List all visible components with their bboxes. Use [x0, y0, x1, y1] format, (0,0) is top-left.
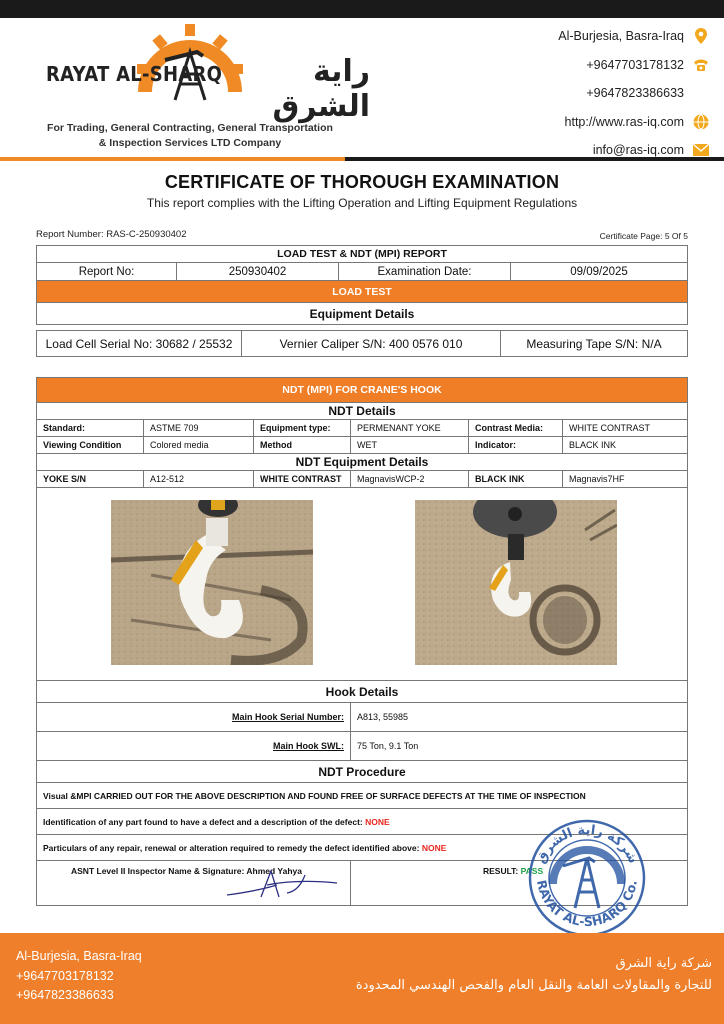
footer-phone-2[interactable]: +9647823386633 — [16, 988, 114, 1002]
top-bar — [0, 0, 724, 18]
contrast-media-value: WHITE CONTRAST — [563, 420, 688, 437]
footer-address: Al-Burjesia, Basra-Iraq — [16, 949, 142, 963]
hook-photo-1 — [111, 500, 313, 665]
hook-serial-row — [37, 703, 688, 732]
inspector-signature-cell — [37, 861, 351, 906]
exam-date-label: Examination Date: — [339, 263, 511, 281]
hook-swl-row — [37, 732, 688, 761]
report-number: Report Number: RAS-C-250930402 — [36, 229, 187, 240]
equipment-details-table — [36, 330, 688, 357]
contact-phone-1[interactable] — [510, 51, 710, 80]
white-contrast-label: WHITE CONTRAST — [254, 471, 351, 488]
report-no-value: 250930402 — [177, 263, 339, 281]
load-test-heading: LOAD TEST & NDT (MPI) REPORT — [37, 246, 688, 263]
globe-icon — [692, 113, 710, 131]
footer — [0, 933, 724, 1024]
hook-serial-label: Main Hook Serial Number: — [37, 703, 351, 732]
repair-value: NONE — [421, 842, 447, 853]
location-pin-icon — [692, 27, 710, 45]
contact-website[interactable] — [510, 108, 710, 137]
repair-label: Particulars of any repair, renewal or alteration required to remedy the defect identified above: — [43, 842, 422, 853]
viewing-condition-label: Viewing Condition — [37, 437, 144, 454]
certificate-subtitle: This report complies with the Lifting Operation and Lifting Equipment Regulations — [146, 196, 578, 210]
standard-value: ASTME 709 — [144, 420, 254, 437]
indicator-label: Indicator: — [469, 437, 563, 454]
phone-icon — [692, 56, 710, 74]
load-test-table — [36, 245, 688, 325]
equipment-type-value: PERMENANT YOKE — [351, 420, 469, 437]
hook-serial-value: A813, 55985 — [351, 703, 688, 732]
logo-arabic-text: راية الشرق — [272, 54, 370, 124]
contact-phone-2[interactable] — [510, 79, 710, 108]
report-no-label: Report No: — [37, 263, 177, 281]
ndt-equipment-heading: NDT Equipment Details — [37, 454, 688, 471]
report-info-row — [37, 263, 688, 281]
ndt-details-heading: NDT Details — [37, 403, 688, 420]
defect-label: Identification of any part found to have a defect and a description of the defect: — [43, 816, 366, 827]
certificate-page: Certificate Page: 5 Of 5 — [599, 231, 688, 241]
contact-phone-1-text: +9647703178132 — [586, 57, 684, 72]
hook-swl-label: Main Hook SWL: — [37, 732, 351, 761]
company-stamp — [520, 818, 651, 940]
footer-phone-1[interactable]: +9647703178132 — [16, 968, 114, 983]
footer-contacts — [16, 947, 142, 1006]
yoke-sn-label: YOKE S/N — [37, 471, 144, 488]
footer-company-desc-ar: للتجارة والمقاولات العامة والنقل العام والفحص الهندسي المحدودة — [355, 978, 712, 993]
method-label: Method — [254, 437, 351, 454]
measuring-tape-serial: Measuring Tape S/N: N/A — [501, 331, 688, 357]
header-divider-accent — [0, 157, 345, 161]
result-value: PASS — [520, 866, 544, 876]
load-test-banner: LOAD TEST — [37, 281, 688, 303]
load-cell-serial: Load Cell Serial No: 30682 / 25532 — [37, 331, 242, 357]
logo-tagline-2: & Inspection Services LTD Company — [98, 137, 282, 149]
ndt-procedure-text: Visual &MPI CARRIED OUT FOR THE ABOVE DESCRIPTION AND FOUND FREE OF SURFACE DEFECTS AT THE TIME OF INSPECTION — [37, 783, 688, 809]
contact-website-text: http://www.ras-iq.com — [564, 114, 684, 129]
logo-tagline-1: For Trading, General Contracting, General Transportation — [47, 122, 333, 134]
defect-value: NONE — [365, 816, 390, 827]
footer-company-name-ar: شركة راية الشرق — [615, 956, 712, 971]
stamp-top-text: شركة راية الشرق — [533, 822, 641, 867]
header-contacts — [510, 22, 710, 165]
hook-swl-value: 75 Ton, 9.1 Ton — [351, 732, 688, 761]
equipment-details-heading: Equipment Details — [37, 303, 688, 325]
contact-address — [510, 22, 710, 51]
black-ink-label: BLACK INK — [469, 471, 563, 488]
contact-address-text: Al-Burjesia, Basra-Iraq — [558, 29, 684, 44]
black-ink-value: Magnavis7HF — [563, 471, 688, 488]
certificate-title: CERTIFICATE OF THOROUGH EXAMINATION — [164, 172, 560, 192]
viewing-condition-value: Colored media — [144, 437, 254, 454]
hook-photo-2 — [415, 500, 617, 665]
inspector-signature — [217, 863, 357, 903]
vernier-caliper-serial: Vernier Caliper S/N: 400 0576 010 — [242, 331, 501, 357]
result-label: RESULT: — [483, 866, 521, 876]
ndt-equipment-row — [37, 471, 688, 488]
ndt-banner: NDT (MPI) FOR CRANE'S HOOK — [37, 378, 688, 403]
inspector-label: ASNT Level II Inspector Name & Signature: Ahmed Yahya — [71, 866, 302, 876]
logo-english-text: RAYAT AL-SHARQ — [46, 62, 223, 86]
footer-company-arabic — [356, 953, 712, 997]
ndt-procedure-heading: NDT Procedure — [37, 761, 688, 783]
contact-phone-2-text: +9647823386633 — [586, 86, 684, 101]
standard-label: Standard: — [37, 420, 144, 437]
hook-details-heading: Hook Details — [37, 681, 688, 703]
method-value: WET — [351, 437, 469, 454]
white-contrast-value: MagnavisWCP-2 — [351, 471, 469, 488]
ndt-details-row-2 — [37, 437, 688, 454]
ndt-details-row-1 — [37, 420, 688, 437]
yoke-sn-value: A12-512 — [144, 471, 254, 488]
equipment-type-label: Equipment type: — [254, 420, 351, 437]
company-logo — [40, 22, 370, 150]
stamp-bottom-text: RAYAT AL-SHARQ Co. — [534, 878, 640, 930]
contrast-media-label: Contrast Media: — [469, 420, 563, 437]
contact-email-text: info@ras-iq.com — [592, 143, 684, 158]
exam-date-value: 09/09/2025 — [511, 263, 688, 281]
indicator-value: BLACK INK — [563, 437, 688, 454]
hook-photos — [37, 488, 688, 681]
